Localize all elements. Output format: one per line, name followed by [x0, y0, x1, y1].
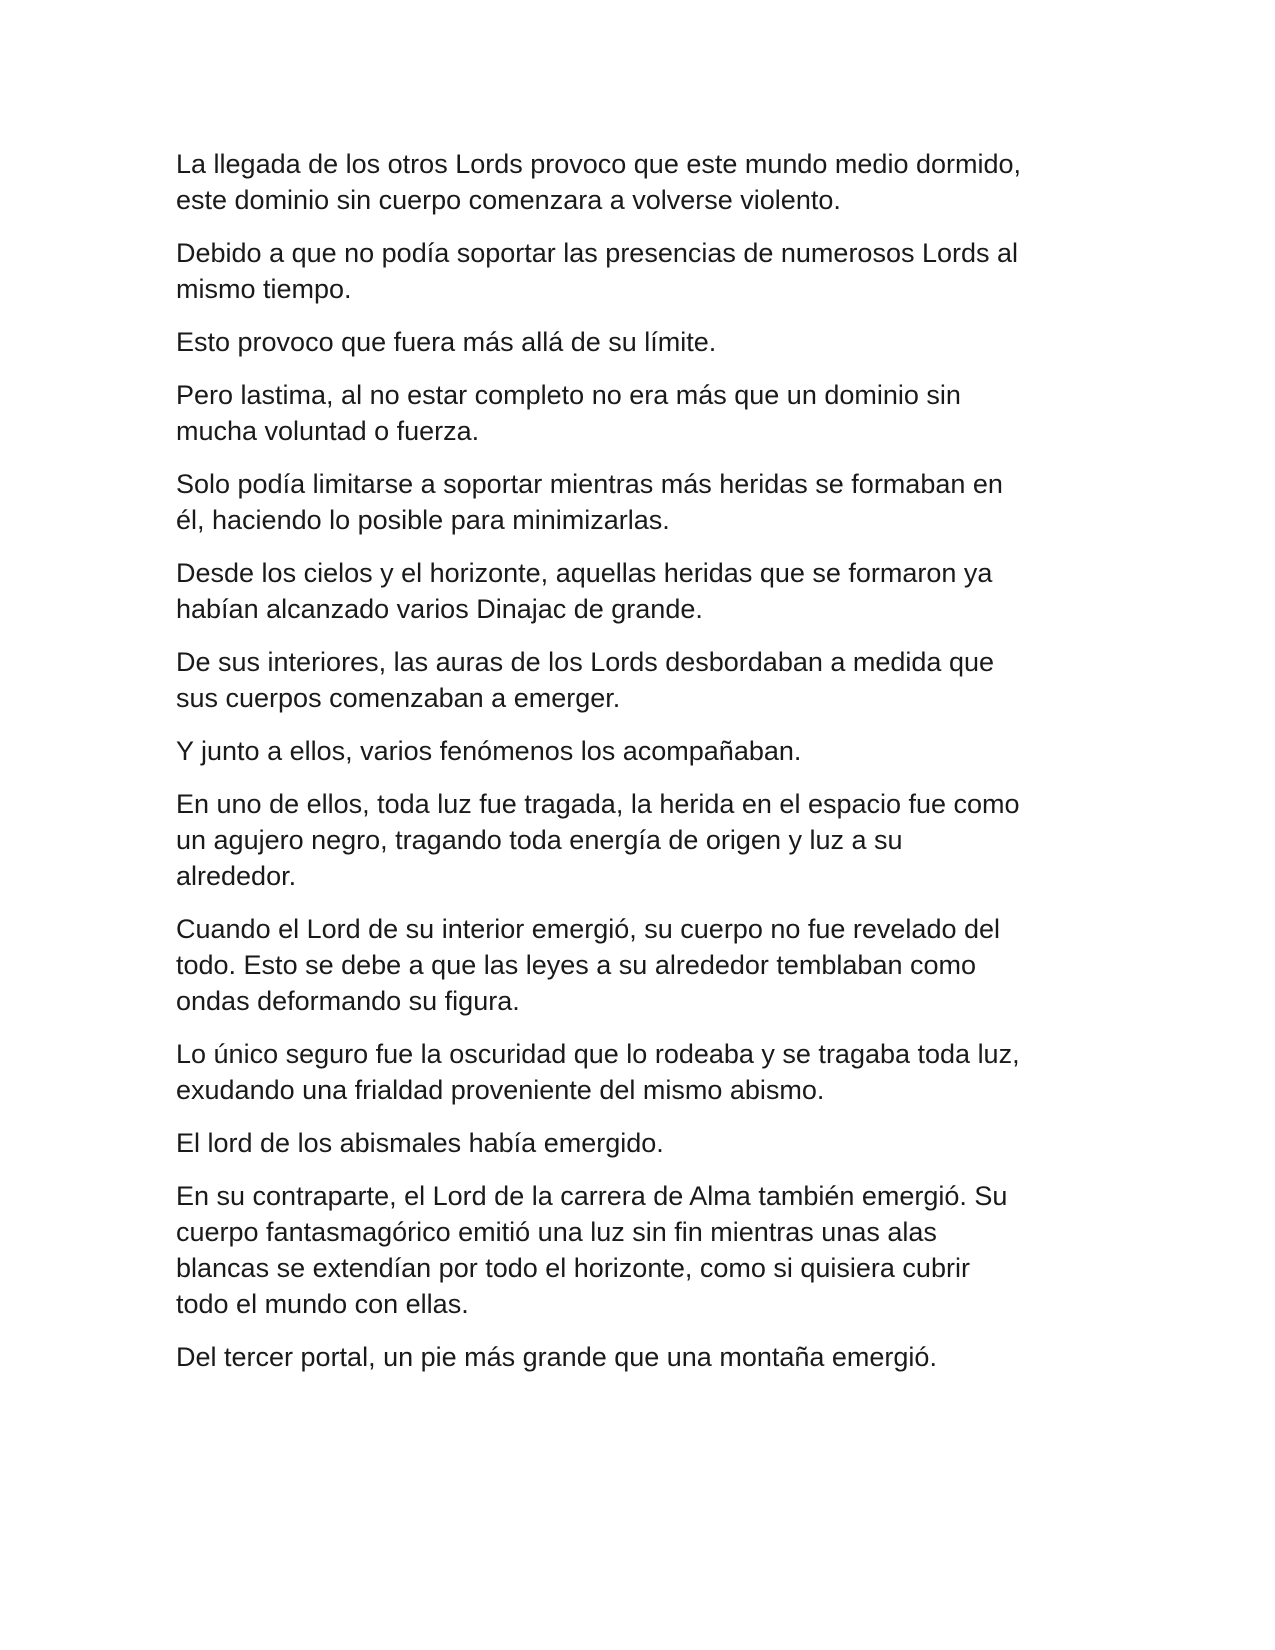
- paragraph: [176, 1125, 1106, 1161]
- paragraph-line: sus cuerpos comenzaban a emerger.: [176, 683, 621, 713]
- paragraph-line: mismo tiempo.: [176, 274, 352, 304]
- paragraph-line: Solo podía limitarse a soportar mientras más heridas se formaban en: [176, 469, 1003, 499]
- paragraph-line: cuerpo fantasmagórico emitió una luz sin fin mientras unas alas: [176, 1217, 937, 1247]
- paragraph-line: Cuando el Lord de su interior emergió, su cuerpo no fue revelado del: [176, 914, 1001, 944]
- paragraph-line: todo. Esto se debe a que las leyes a su alrededor temblaban como: [176, 950, 977, 980]
- paragraph: [176, 644, 1106, 716]
- paragraph: [176, 324, 1106, 360]
- paragraph: [176, 146, 1106, 218]
- paragraph: [176, 466, 1106, 538]
- paragraph-line: Pero lastima, al no estar completo no era más que un dominio sin: [176, 380, 961, 410]
- paragraph: [176, 786, 1106, 894]
- paragraph-line: ondas deformando su figura.: [176, 986, 520, 1016]
- paragraph-line: Esto provoco que fuera más allá de su límite.: [176, 327, 717, 357]
- paragraph: [176, 235, 1106, 307]
- paragraph-line: todo el mundo con ellas.: [176, 1289, 469, 1319]
- document-body: [176, 146, 1106, 1392]
- paragraph-line: En uno de ellos, toda luz fue tragada, la herida en el espacio fue como: [176, 789, 1020, 819]
- paragraph: [176, 555, 1106, 627]
- paragraph: [176, 911, 1106, 1019]
- paragraph: [176, 377, 1106, 449]
- paragraph-line: él, haciendo lo posible para minimizarlas.: [176, 505, 670, 535]
- paragraph-line: Debido a que no podía soportar las presencias de numerosos Lords al: [176, 238, 1019, 268]
- paragraph: [176, 733, 1106, 769]
- paragraph-line: blancas se extendían por todo el horizonte, como si quisiera cubrir: [176, 1253, 970, 1283]
- paragraph-line: exudando una frialdad proveniente del mismo abismo.: [176, 1075, 825, 1105]
- paragraph-line: Del tercer portal, un pie más grande que una montaña emergió.: [176, 1342, 937, 1372]
- paragraph-line: Lo único seguro fue la oscuridad que lo rodeaba y se tragaba toda luz,: [176, 1039, 1020, 1069]
- paragraph-line: La llegada de los otros Lords provoco que este mundo medio dormido,: [176, 149, 1022, 179]
- paragraph-line: De sus interiores, las auras de los Lords desbordaban a medida que: [176, 647, 994, 677]
- paragraph-line: El lord de los abismales había emergido.: [176, 1128, 664, 1158]
- paragraph-line: este dominio sin cuerpo comenzara a volverse violento.: [176, 185, 841, 215]
- paragraph-line: mucha voluntad o fuerza.: [176, 416, 480, 446]
- paragraph-line: Y junto a ellos, varios fenómenos los acompañaban.: [176, 736, 802, 766]
- paragraph-line: habían alcanzado varios Dinajac de grande.: [176, 594, 703, 624]
- paragraph-line: Desde los cielos y el horizonte, aquellas heridas que se formaron ya: [176, 558, 993, 588]
- paragraph: [176, 1178, 1106, 1322]
- paragraph-line: alrededor.: [176, 861, 297, 891]
- paragraph: [176, 1036, 1106, 1108]
- paragraph-line: En su contraparte, el Lord de la carrera de Alma también emergió. Su: [176, 1181, 1008, 1211]
- paragraph: [176, 1339, 1106, 1375]
- paragraph-line: un agujero negro, tragando toda energía de origen y luz a su: [176, 825, 903, 855]
